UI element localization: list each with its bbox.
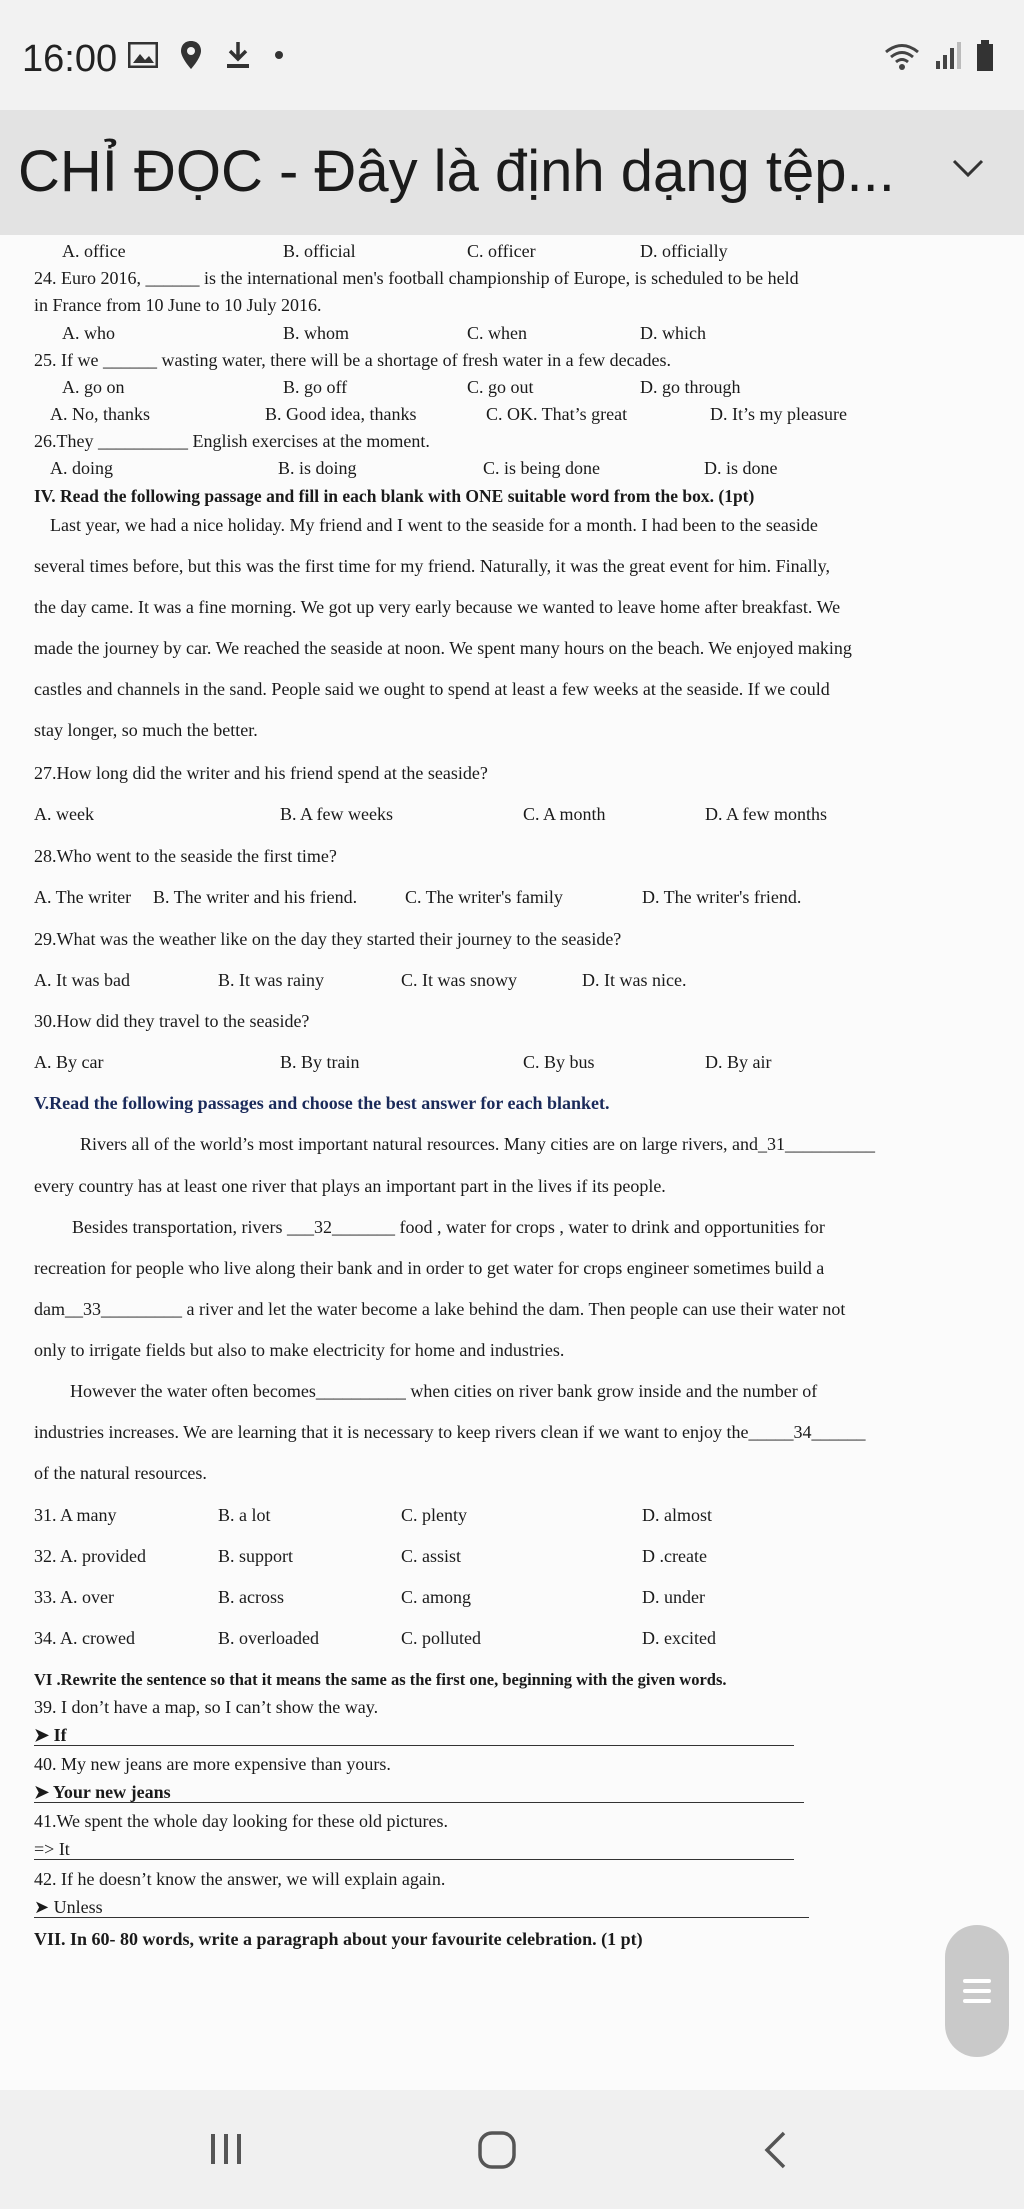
fast-scroll-handle[interactable]: [945, 1925, 1009, 2057]
gallery-icon: [128, 42, 158, 68]
app-header: [0, 110, 1024, 235]
option-d: D. excited: [642, 1628, 716, 1648]
option-a: A. who: [62, 323, 115, 343]
option-c: C. when: [467, 323, 527, 343]
passage-1-line: made the journey by car. We reached the seaside at noon. We spent many hours on the beach. We enjoyed making: [34, 638, 852, 658]
section-6-heading: VI .Rewrite the sentence so that it means the same as the first one, beginning with the given words.: [34, 1670, 727, 1689]
option-c: C. OK. That’s great: [486, 404, 628, 424]
option-c: C. It was snowy: [401, 970, 517, 990]
option-b: B. Good idea, thanks: [265, 404, 417, 424]
option-c: C. plenty: [401, 1505, 467, 1525]
question-26: 26.They __________ English exercises at the moment.: [34, 431, 430, 451]
passage-2-line: However the water often becomes__________ when cities on river bank grow inside and the number of: [70, 1381, 818, 1401]
battery-icon: [976, 40, 994, 72]
option-b: B. across: [218, 1587, 284, 1607]
question-27: 27.How long did the writer and his friend spend at the seaside?: [34, 763, 488, 783]
option-b: B. official: [283, 241, 356, 261]
passage-1-line: stay longer, so much the better.: [34, 720, 258, 740]
option-c: C. officer: [467, 241, 536, 261]
document-page[interactable]: [0, 235, 1024, 2090]
passage-2-line: Rivers all of the world’s most important natural resources. Many cities are on large rivers, and_31__________: [80, 1134, 875, 1154]
section-5-heading: V.Read the following passages and choose the best answer for each blanket.: [34, 1093, 610, 1113]
option-d: D. It’s my pleasure: [710, 404, 847, 424]
option-a: A. It was bad: [34, 970, 130, 990]
rewrite-answer-line: => It: [34, 1839, 794, 1860]
passage-1-line: several times before, but this was the first time for my friend. Naturally, it was the great event for him. Finally,: [34, 556, 830, 576]
chevron-down-icon[interactable]: [952, 158, 984, 178]
rewrite-prompt: It: [58, 1839, 70, 1859]
location-icon: [180, 40, 202, 70]
option-b: B. a lot: [218, 1505, 271, 1525]
passage-1-line: Last year, we had a nice holiday. My friend and I went to the seaside for a month. I had been to the seaside: [50, 515, 818, 535]
signal-icon: [934, 41, 962, 71]
option-b: B. The writer and his friend.: [153, 887, 358, 907]
question-25: 25. If we ______ wasting water, there will be a shortage of fresh water in a few decades.: [34, 350, 672, 370]
option-b: B. By train: [280, 1052, 360, 1072]
rewrite-sentence: 40. My new jeans are more expensive than yours.: [34, 1754, 391, 1774]
option-d: D .create: [642, 1546, 707, 1566]
option-a: 31. A many: [34, 1505, 117, 1525]
option-a: A. The writer: [34, 887, 132, 907]
option-c: C. is being done: [483, 458, 600, 478]
passage-1-line: the day came. It was a fine morning. We got up very early because we wanted to leave home after breakfast. We: [34, 597, 841, 617]
rewrite-sentence: 41.We spent the whole day looking for these old pictures.: [34, 1811, 448, 1831]
option-c: C. go out: [467, 377, 534, 397]
option-a: A. No, thanks: [50, 404, 150, 424]
recent-apps-icon[interactable]: [208, 2132, 244, 2166]
option-a: A. week: [34, 804, 94, 824]
passage-2-line: every country has at least one river that plays an important part in the lives if its people.: [34, 1176, 666, 1196]
option-a: A. office: [62, 241, 126, 261]
option-a: A. doing: [50, 458, 113, 478]
question-29: 29.What was the weather like on the day they started their journey to the seaside?: [34, 929, 622, 949]
option-c: C. By bus: [523, 1052, 595, 1072]
option-a: A. By car: [34, 1052, 104, 1072]
option-b: B. whom: [283, 323, 350, 343]
rewrite-sentence: 42. If he doesn’t know the answer, we will explain again.: [34, 1869, 446, 1889]
question-30: 30.How did they travel to the seaside?: [34, 1011, 310, 1031]
navigation-bar: [0, 2090, 1024, 2209]
status-bar: [0, 0, 1024, 110]
passage-1-line: castles and channels in the sand. People said we ought to spend at least a few weeks at the seaside. If we could: [34, 679, 830, 699]
question-24-cont: in France from 10 June to 10 July 2016.: [34, 295, 322, 315]
option-d: D. under: [642, 1587, 705, 1607]
rewrite-prompt: If: [53, 1725, 67, 1745]
download-icon: [224, 40, 252, 70]
question-28: 28.Who went to the seaside the first time?: [34, 846, 337, 866]
option-d: D. The writer's friend.: [642, 887, 802, 907]
read-only-title: CHỈ ĐỌC - Đây là định dạng tệp...: [18, 139, 895, 204]
option-d: D. A few months: [705, 804, 828, 824]
option-b: B. support: [218, 1546, 294, 1566]
option-a: A. go on: [62, 377, 125, 397]
option-b: B. It was rainy: [218, 970, 324, 990]
option-c: C. among: [401, 1587, 471, 1607]
home-icon[interactable]: [477, 2130, 517, 2170]
passage-2-line: Besides transportation, rivers ___32_______ food , water for crops , water to drink and opportunities for: [72, 1217, 825, 1237]
passage-2-line: industries increases. We are learning that it is necessary to keep rivers clean if we want to enjoy the_____34______: [34, 1422, 866, 1442]
option-d: D. officially: [640, 241, 728, 261]
section-7-heading: VII. In 60- 80 words, write a paragraph about your favourite celebration. (1 pt): [34, 1929, 643, 1949]
option-b: B. is doing: [278, 458, 357, 478]
rewrite-answer-line: ➤ If: [34, 1725, 794, 1746]
option-a: 32. A. provided: [34, 1546, 146, 1566]
option-b: B. go off: [283, 377, 348, 397]
option-c: C. The writer's family: [405, 887, 563, 907]
back-icon[interactable]: [762, 2130, 788, 2170]
passage-2-line: recreation for people who live along their bank and in order to get water for crops engineer sometimes build a: [34, 1258, 825, 1278]
passage-2-line: dam__33_________ a river and let the water become a lake behind the dam. Then people can use their water not: [34, 1299, 846, 1319]
option-d: D. which: [640, 323, 706, 343]
option-b: B. A few weeks: [280, 804, 393, 824]
option-d: D. go through: [640, 377, 741, 397]
option-a: 33. A. over: [34, 1587, 114, 1607]
rewrite-prompt: Your new jeans: [52, 1782, 171, 1802]
option-b: B. overloaded: [218, 1628, 319, 1648]
option-c: C. assist: [401, 1546, 462, 1566]
rewrite-answer-line: ➤ Unless: [34, 1897, 809, 1918]
question-24: 24. Euro 2016, ______ is the international men's football championship of Europe, is scheduled to be held: [34, 268, 799, 288]
option-d: D. almost: [642, 1505, 712, 1525]
rewrite-sentence: 39. I don’t have a map, so I can’t show the way.: [34, 1697, 379, 1717]
passage-2-line: of the natural resources.: [34, 1463, 207, 1483]
rewrite-answer-line: ➤ Your new jeans: [34, 1782, 804, 1803]
option-d: D. By air: [705, 1052, 772, 1072]
rewrite-prompt: Unless: [53, 1897, 103, 1917]
section-4-heading: IV. Read the following passage and fill in each blank with ONE suitable word from the box. (1pt): [34, 486, 755, 506]
option-c: C. polluted: [401, 1628, 481, 1648]
wifi-icon: [884, 41, 920, 71]
option-a: 34. A. crowed: [34, 1628, 135, 1648]
passage-2-line: only to irrigate fields but also to make electricity for home and industries.: [34, 1340, 565, 1360]
status-time: 16:00: [22, 38, 118, 80]
option-d: D. is done: [704, 458, 778, 478]
notification-dot-icon: [274, 50, 284, 60]
option-c: C. A month: [523, 804, 606, 824]
option-d: D. It was nice.: [582, 970, 687, 990]
